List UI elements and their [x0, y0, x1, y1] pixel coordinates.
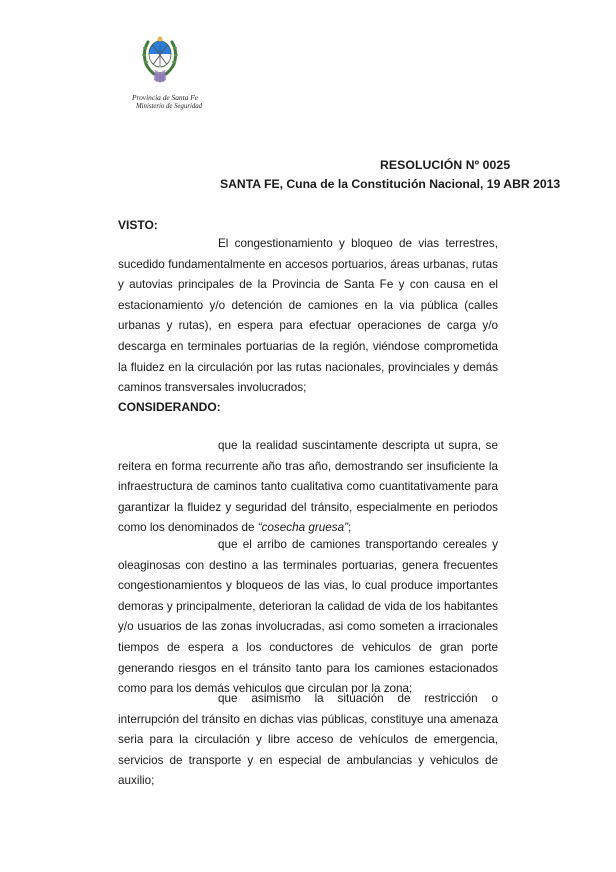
- cosecha-gruesa-quote: “cosecha gruesa”: [257, 521, 348, 535]
- considerando-paragraph-3: que asimismo la situación de restricción o interrupción del tránsito en dichas vias públicas, constituye una amenaza seria para la circulación y libre acceso de vehículos de emergencia, servicios de transporte y en especial de ambulancias y vehiculos de auxilio;: [118, 692, 498, 788]
- visto-paragraph: El congestionamiento y bloqueo de vias terrestres, sucedido fundamentalmente en accesos portuarios, áreas urbanas, rutas y autovias principales de la Provincia de Santa Fe y con causa en el estacionamiento y/o detención de camiones en la via pública (calles urbanas y rutas), en espera para efectuar operaciones de carga y/o descarga en terminales portuarias de la región, viéndose comprometida la fluidez en la circulación por las rutas nacionales, provinciales y demás caminos transversales involucrados;: [118, 237, 498, 395]
- santa-fe-coat-of-arms-icon: [140, 30, 180, 86]
- paragraph-text: que la realidad suscintamente descripta ut supra, se reitera en forma recurrente año tras año, demostrando ser insuficiente la infraestructura de caminos tanto cualitativa como cuantitativamente para garantizar la fluidez y seguridad del tránsito, especialmente en periodos como los denominados de: [118, 439, 498, 535]
- resolution-place-date: SANTA FE, Cuna de la Constitución Nacional, 19 ABR 2013: [220, 177, 561, 191]
- considerando-paragraph-2: que el arribo de camiones transportando cereales y oleaginosas con destino a las terminales portuarias, genera frecuentes congestionamientos y bloqueos de las vias, lo cual produce importantes demoras y principalmente, deterioran la calidad de vida de los habitantes y/o usuarios de las zonas involucradas, asi como someten a irracionales tiempos de espera a los conductores de vehiculos de gran porte generando riesgos en el tránsito tanto para los camiones estacionados como para los demás vehiculos que circulan por la zona;: [118, 538, 498, 696]
- considerando-paragraph-1: [118, 436, 498, 539]
- paragraph-text-end: ;: [348, 521, 352, 535]
- letterhead-province: Provincia de Santa Fe: [132, 93, 199, 102]
- letterhead-ministry: Ministerio de Seguridad: [136, 103, 203, 110]
- considerando-heading: CONSIDERANDO:: [118, 400, 221, 414]
- resolution-number: RESOLUCIÓN Nº 0025: [380, 158, 511, 172]
- visto-heading: VISTO:: [118, 218, 158, 232]
- letterhead: [118, 30, 228, 110]
